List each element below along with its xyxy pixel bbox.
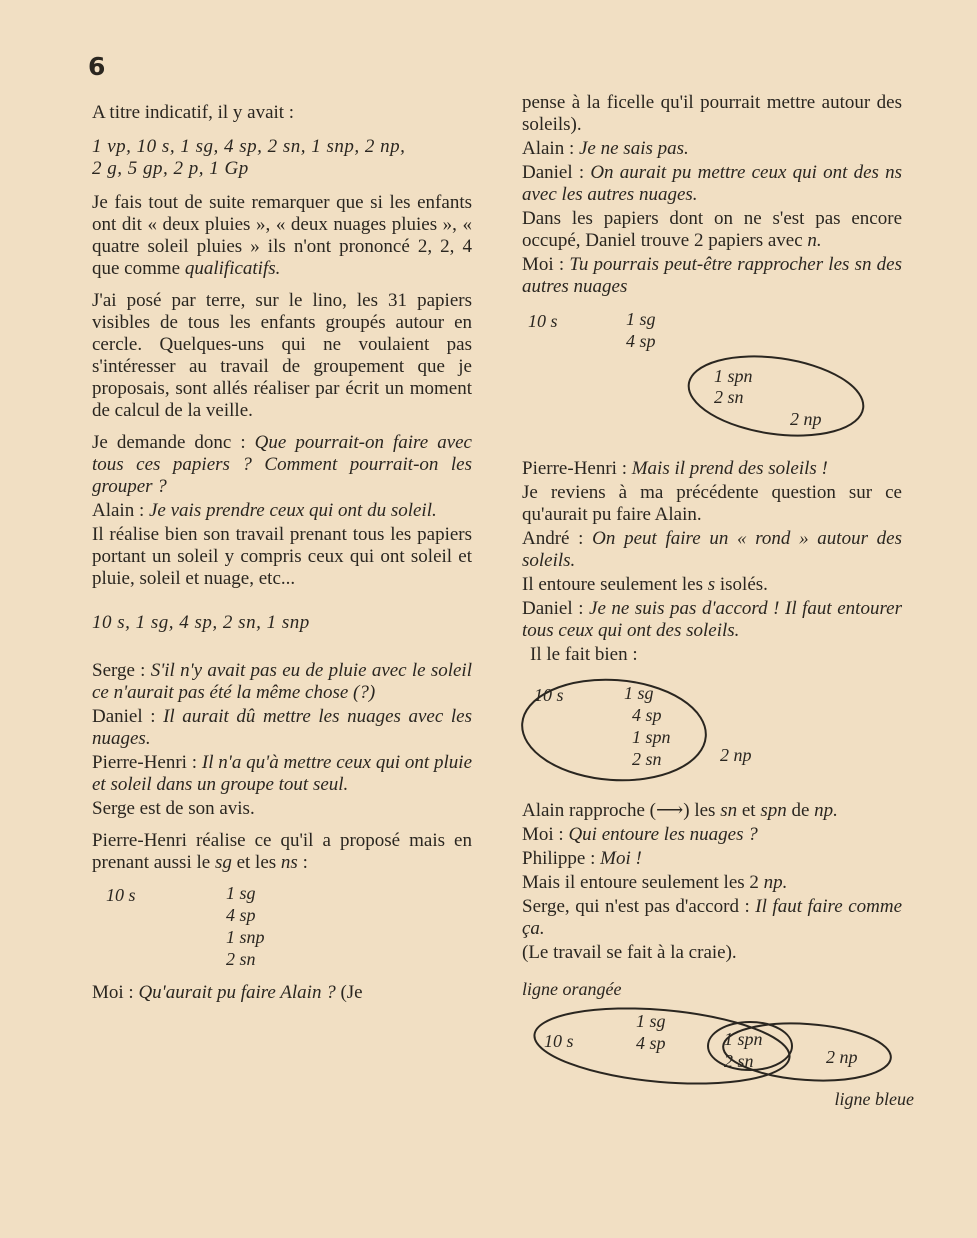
paragraph-moi-suggest <box>522 254 902 298</box>
diagram-item: 1 spn <box>632 727 671 747</box>
paragraph-alain <box>522 138 902 160</box>
diagram-item: 1 sg <box>636 1011 666 1031</box>
intro-line: A titre indicatif, il y avait : <box>92 102 295 123</box>
paragraph-alain-moves <box>522 800 902 822</box>
text-italic: np. <box>763 872 788 893</box>
speaker: Pierre-Henri : <box>92 752 202 773</box>
right-column <box>522 92 914 1110</box>
text-italic: s <box>707 574 716 595</box>
paragraph-philippe <box>522 848 902 870</box>
paragraph-chalk: (Le travail se fait à la craie). <box>522 942 737 963</box>
paragraph-papers <box>522 208 902 252</box>
text-italic: np. <box>814 800 838 821</box>
speaker: Daniel : <box>522 598 590 619</box>
grouping-diagram-1 <box>92 884 472 976</box>
diagram-item: 1 sg <box>626 309 656 329</box>
diagram-item: 2 np <box>720 745 752 765</box>
speaker: Je demande donc : <box>92 432 255 453</box>
speaker: André : <box>522 528 593 549</box>
speech: Qui entoure les nuages ? <box>568 824 758 845</box>
speaker: Moi : <box>92 982 139 1003</box>
paragraph-only-np <box>522 872 902 894</box>
speech: Il faut faire comme ça. <box>522 896 903 939</box>
text: Pierre-Henri réalise ce qu'il a proposé mais en prenant aussi le <box>92 830 472 873</box>
speech: Il n'a qu'à mettre ceux qui ont pluie et soleil dans un groupe tout seul. <box>92 752 473 795</box>
diagram-item: 10 s <box>528 311 558 331</box>
diagram-item: 4 sp <box>626 331 656 351</box>
speech: Qu'aurait pu faire Alain ? <box>138 982 336 1003</box>
paragraph-daniel-disagree <box>522 598 902 642</box>
speaker: Serge : <box>92 660 151 681</box>
diagram-item: 1 sg <box>226 883 256 903</box>
speech: Tu pourrais peut-être rapprocher les sn des autres nuages <box>522 254 903 297</box>
diagram-item: 2 sn <box>724 1051 754 1071</box>
speech: On peut faire un « rond » autour des soleils. <box>522 528 902 571</box>
speech: Il aurait dû mettre les nuages avec les nuages. <box>92 706 472 749</box>
diagram-item: 2 sn <box>714 387 744 407</box>
text-italic: spn <box>760 800 787 821</box>
paragraph-serge <box>92 660 472 704</box>
paragraph-setup: J'ai posé par terre, sur le lino, les 31 papiers visibles de tous les enfants groupés autour en cercle. Quelques-uns qui ne voulaient pas s'intéresser au travail de groupement que je proposais, sont allés réaliser par écrit un moment de calcul de la veille. <box>92 290 472 421</box>
text: Il entoure seulement les <box>522 574 708 595</box>
counts-line-2: 2 g, 5 gp, 2 p, 1 Gp <box>92 158 249 179</box>
blue-line-label: ligne bleue <box>834 1089 914 1109</box>
ellipse-drawing <box>522 310 902 452</box>
grouping-diagram-4 <box>522 1004 902 1094</box>
paragraph-question-again: Je reviens à ma précédente question sur ce qu'aurait pu faire Alain. <box>522 482 902 525</box>
diagram-item: 1 spn <box>714 366 753 386</box>
diagram-item: 4 sp <box>632 705 662 725</box>
text: isolés. <box>715 574 768 595</box>
remark-text: Je fais tout de suite remarquer que si les enfants ont dit « deux pluies », « deux nuages pluies », « quatre soleil pluies » ils n'ont prononcé 2, 2, 4 que comme <box>92 192 472 279</box>
paragraph-ficelle: pense à la ficelle qu'il pourrait mettre autour des soleils). <box>522 92 902 135</box>
text: Mais il entoure seulement les 2 <box>522 872 764 893</box>
text: ) les <box>683 800 721 821</box>
diagram-item: 10 s <box>544 1031 574 1051</box>
counts-line-1: 1 vp, 10 s, 1 sg, 4 sp, 2 sn, 1 snp, 2 np, <box>92 136 406 157</box>
speech: Je vais prendre ceux qui ont du soleil. <box>149 500 437 521</box>
text-italic: ns <box>280 852 298 873</box>
paragraph-moi-clouds <box>522 824 902 846</box>
paragraph-daniel <box>92 706 472 750</box>
speaker: Moi : <box>522 824 569 845</box>
speaker: Daniel : <box>92 706 164 727</box>
paragraph-result: Il réalise bien son travail prenant tous les papiers portant un soleil y compris ceux qui ont soleil et pluie, soleil et nuage, etc... <box>92 524 472 589</box>
paragraph-alain <box>92 500 472 522</box>
speech: Moi ! <box>600 848 642 869</box>
counts-list <box>92 136 472 180</box>
paragraph-serge <box>522 896 902 940</box>
diagram-item: 4 sp <box>636 1033 666 1053</box>
sun-list: 10 s, 1 sg, 4 sp, 2 sn, 1 snp <box>92 612 310 633</box>
paragraph-question <box>92 432 472 498</box>
text-italic: n. <box>807 230 822 251</box>
diagram-item: 2 sn <box>226 949 256 969</box>
text: Dans les papiers dont on ne s'est pas encore occupé, Daniel trouve 2 papiers avec <box>522 208 902 251</box>
grouping-diagram-3 <box>522 678 902 790</box>
diagram-item: 1 sg <box>624 683 654 703</box>
ellipse-drawing <box>522 678 902 790</box>
speaker: Philippe : <box>522 848 601 869</box>
speech: Je ne sais pas. <box>579 138 689 159</box>
text: et les <box>231 852 281 873</box>
diagram-item: 1 snp <box>226 927 265 947</box>
paragraph-andre <box>522 528 902 572</box>
orange-line-label: ligne orangée <box>522 979 622 999</box>
text: (Je <box>335 982 363 1003</box>
text-italic: sn <box>720 800 738 821</box>
speech: Que pourrait-on faire avec tous ces papiers ? Comment pourrait-on les grouper ? <box>92 432 472 497</box>
text: de <box>786 800 815 821</box>
text: : <box>297 852 308 873</box>
paragraph-daniel <box>522 162 902 206</box>
page-number: 6 <box>88 52 106 81</box>
speaker: Alain : <box>92 500 149 521</box>
diagram-item: 2 np <box>826 1047 858 1067</box>
speaker: Pierre-Henri : <box>522 458 632 479</box>
speech: On aurait pu mettre ceux qui ont des ns avec les autres nuages. <box>522 162 902 205</box>
grouping-diagram-2 <box>522 310 902 452</box>
speaker: Serge, qui n'est pas d'accord : <box>522 896 756 917</box>
paragraph-pierre-henri <box>92 752 472 796</box>
text: et <box>737 800 761 821</box>
text: Alain rapproche ( <box>522 800 656 821</box>
diagram-item: 1 spn <box>724 1029 763 1049</box>
remark-italic: qualificatifs. <box>184 258 281 279</box>
speaker: Alain : <box>522 138 579 159</box>
diagram-item: 10 s <box>534 685 564 705</box>
paragraph-pierre-henri-does <box>92 830 472 874</box>
speech: Mais il prend des soleils ! <box>631 458 828 479</box>
paragraph-pierre-henri <box>522 458 902 480</box>
speaker: Moi : <box>522 254 570 275</box>
diagram-item: 4 sp <box>226 905 256 925</box>
diagram-item: 2 np <box>790 409 822 429</box>
paragraph-remark <box>92 192 472 280</box>
paragraph-does-well: Il le fait bien : <box>530 644 638 665</box>
diagram-item: 2 sn <box>632 749 662 769</box>
arrow-symbol: ⟶ <box>656 800 684 821</box>
diagram-item: 10 s <box>106 885 136 905</box>
text-italic: sg <box>214 852 232 873</box>
left-column <box>92 102 472 1014</box>
speaker: Daniel : <box>522 162 591 183</box>
paragraph-isolated <box>522 574 902 596</box>
cloud-ellipse <box>684 346 869 446</box>
paragraph-moi-question <box>92 982 472 1004</box>
speech: Je ne suis pas d'accord ! Il faut entourer tous ceux qui ont des soleils. <box>522 598 902 641</box>
speech: S'il n'y avait pas eu de pluie avec le soleil ce n'aurait pas été la même chose (?) <box>92 660 472 703</box>
paragraph-serge-agrees: Serge est de son avis. <box>92 798 255 819</box>
